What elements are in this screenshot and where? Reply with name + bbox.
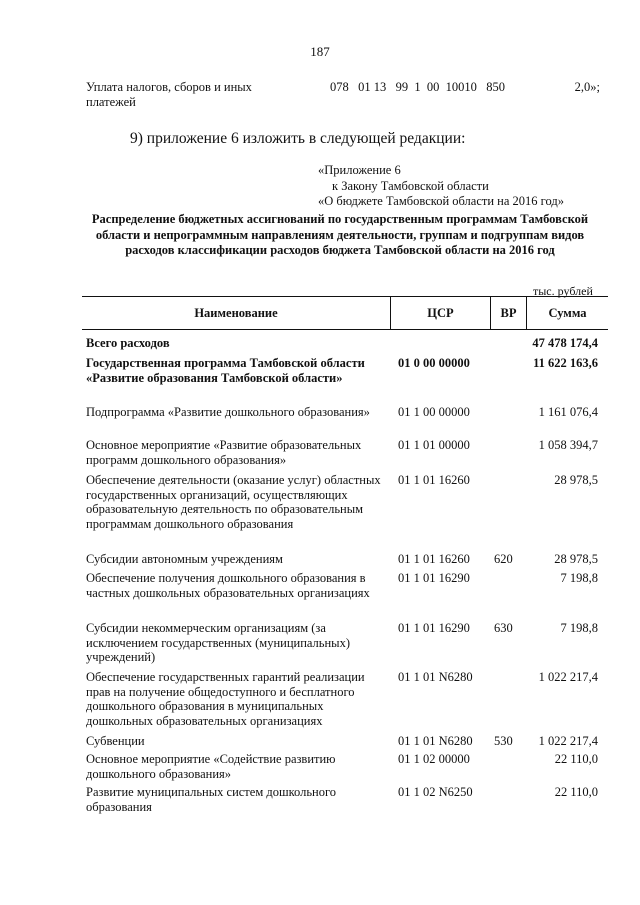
- row-name: Подпрограмма «Развитие дошкольного образования»: [86, 405, 370, 419]
- header-name: Наименование: [194, 306, 278, 320]
- row-csr: 01 1 02 00000: [398, 752, 470, 766]
- row-csr: 01 1 01 16290: [398, 571, 470, 585]
- appendix-header: [318, 163, 564, 210]
- row-name: Субсидии автономным учреждениям: [86, 552, 283, 566]
- previous-row-name: Уплата налогов, сборов и иных платежей: [86, 80, 252, 109]
- row-name: Обеспечение государственных гарантий реализации прав на получение общедоступного и бесплатного дошкольного образования в муниципальных дошкольных образовательных организациях: [86, 670, 365, 728]
- row-sum: 1 022 217,4: [538, 734, 598, 748]
- units-label: тыс. рублей: [533, 284, 593, 298]
- row-sum: 22 110,0: [554, 752, 598, 766]
- row-name: Обеспечение деятельности (оказание услуг) областных государственных организаций, осуществляющих образовательную деятельность по образовательным программам дошкольного образования: [86, 473, 381, 531]
- row-name: Всего расходов: [86, 336, 170, 350]
- row-vr: 530: [494, 734, 513, 748]
- row-name: Государственная программа Тамбовской области «Развитие образования Тамбовской области»: [86, 356, 365, 385]
- header-sum: Сумма: [548, 306, 587, 320]
- row-sum: 28 978,5: [554, 473, 598, 487]
- row-sum: 7 198,8: [560, 621, 598, 635]
- previous-row-code: 078 01 13 99 1 00 10010 850: [330, 80, 505, 94]
- header-csr: ЦСР: [427, 306, 454, 320]
- page-number: 187: [310, 44, 330, 59]
- header-vr: ВР: [500, 306, 517, 320]
- row-sum: 1 022 217,4: [538, 670, 598, 684]
- row-name: Основное мероприятие «Содействие развитию дошкольного образования»: [86, 752, 336, 781]
- table-header: [82, 296, 608, 330]
- row-sum: 7 198,8: [560, 571, 598, 585]
- document-title: Распределение бюджетных ассигнований по государственным программам Тамбовской области и непрограммным направлениям деятельности, группам и подгруппам видов расходов классификации расходов бюджета Тамбовской области на 2016 год: [91, 212, 589, 257]
- amendment-instruction: 9) приложение 6 изложить в следующей редакции:: [130, 130, 466, 147]
- row-csr: 01 1 01 16260: [398, 473, 470, 487]
- row-sum: 47 478 174,4: [532, 336, 598, 350]
- row-csr: 01 1 02 N6250: [398, 785, 473, 799]
- row-name: Субвенции: [86, 734, 145, 748]
- row-csr: 01 0 00 00000: [398, 356, 470, 370]
- row-name: Развитие муниципальных систем дошкольного образования: [86, 785, 337, 814]
- appendix-line-2: к Закону Тамбовской области: [332, 178, 489, 193]
- row-csr: 01 1 01 16290: [398, 621, 470, 635]
- row-sum: 11 622 163,6: [533, 356, 598, 370]
- row-vr: 630: [494, 621, 513, 635]
- row-name: Субсидии некоммерческим организациям (за исключением государственных (муниципальных) учреждений): [86, 621, 350, 664]
- row-name: Основное мероприятие «Развитие образовательных программ дошкольного образования»: [86, 438, 362, 467]
- row-csr: 01 1 01 00000: [398, 438, 470, 452]
- row-sum: 1 161 076,4: [538, 405, 598, 419]
- row-sum: 28 978,5: [554, 552, 598, 566]
- row-csr: 01 1 01 N6280: [398, 734, 473, 748]
- row-sum: 22 110,0: [554, 785, 598, 799]
- appendix-line-1: «Приложение 6: [318, 163, 401, 177]
- row-name: Обеспечение получения дошкольного образования в частных дошкольных образовательных организациях: [86, 571, 370, 600]
- row-csr: 01 1 00 00000: [398, 405, 470, 419]
- row-csr: 01 1 01 16260: [398, 552, 470, 566]
- row-sum: 1 058 394,7: [538, 438, 598, 452]
- previous-row-sum: 2,0»;: [574, 80, 600, 94]
- appendix-line-3: «О бюджете Тамбовской области на 2016 год»: [318, 194, 564, 208]
- row-csr: 01 1 01 N6280: [398, 670, 473, 684]
- row-vr: 620: [494, 552, 513, 566]
